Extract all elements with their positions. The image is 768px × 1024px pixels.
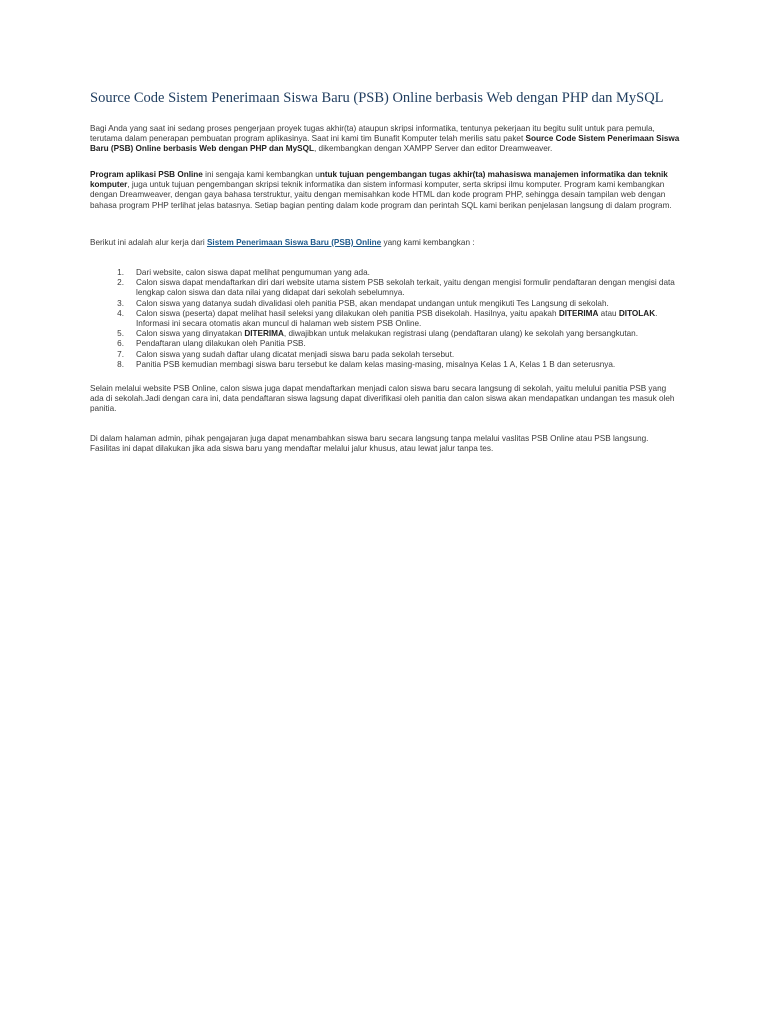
psb-online-link[interactable]: Sistem Penerimaan Siswa Baru (PSB) Online bbox=[206, 238, 382, 247]
step-number: 5. bbox=[117, 329, 124, 339]
workflow-intro-text-2: yang kami kembangkan : bbox=[381, 238, 475, 247]
step-text: Dari website, calon siswa dapat melihat pengumuman yang ada. bbox=[136, 268, 370, 277]
list-item bbox=[110, 268, 690, 278]
list-item bbox=[110, 360, 690, 370]
intro-paragraph bbox=[90, 124, 680, 155]
program-bold-2: ntuk tujuan pengembangan tugas akhir(ta) mahasiswa manajemen informatika dan teknik komputer bbox=[90, 170, 668, 190]
step-text: Calon siswa yang dinyatakan bbox=[136, 329, 245, 339]
intro-text-2: , dikembangkan dengan XAMPP Server dan editor Dreamweaver. bbox=[314, 144, 553, 154]
step-number: 2. bbox=[117, 278, 124, 288]
offline-registration-paragraph: Selain melalui website PSB Online, calon siswa juga dapat mendaftarkan menjadi calon siswa baru secara langsung di sekolah, yaitu melului panitia PSB yang ada di sekolah.Jadi dengan cara ini, data pendaftaran siswa lagsung dapat diverifikasi oleh panitia dan calon siswa akan mendapatkan undangan tes masuk oleh panitia. bbox=[90, 384, 675, 414]
intro-bold-product: Source Code Sistem Penerimaan Siswa Baru (PSB) Online berbasis Web dengan PHP dan MySQL bbox=[90, 134, 680, 154]
step-bold-diterima: DITERIMA bbox=[244, 329, 284, 339]
step-text: Panitia PSB kemudian membagi siswa baru tersebut ke dalam kelas masing-masing, misalnya Kelas 1 A, Kelas 1 B dan seterusnya. bbox=[136, 359, 616, 369]
step-number: 7. bbox=[117, 349, 124, 359]
step-text: atau bbox=[598, 308, 619, 318]
step-text: Calon siswa dapat mendaftarkan diri dari website utama sistem PSB sekolah terkait, yaitu dengan mengisi formulir pendaftaran dengan mengisi data lengkap calon siswa dan data nilai yang didapat dari sekolah sebelumnya. bbox=[136, 278, 675, 298]
step-number: 6. bbox=[117, 339, 124, 349]
step-text: . Informasi ini secara otomatis akan muncul di halaman web sistem PSB Online. bbox=[136, 308, 658, 329]
document-title: Source Code Sistem Penerimaan Siswa Baru (PSB) Online berbasis Web dengan PHP dan MySQL bbox=[90, 90, 664, 106]
step-text: Pendaftaran ulang dilakukan oleh Panitia PSB. bbox=[136, 339, 306, 349]
program-text-2: , juga untuk tujuan pengembangan skripsi teknik informatika dan sistem informasi komputer, serta skripsi ilmu komputer. Program kami kembangkan dengan Dreamweaver, dengan gaya bahasa terstruktur, yaitu dengan memisahkan kode HTML dan kode program PHP, sehingga desain tampilan web dengan bahasa program PHP terlihat jelas batasnya. Setiap bagian penting dalam kode program dan perintah SQL kami berikan penjelasan langsung di dalam program. bbox=[90, 180, 672, 210]
step-text: Calon siswa yang sudah daftar ulang dicatat menjadi siswa baru pada sekolah tersebut. bbox=[136, 349, 455, 359]
list-item bbox=[110, 309, 690, 329]
step-number: 8. bbox=[117, 359, 124, 369]
workflow-intro-paragraph bbox=[90, 238, 680, 248]
step-bold-ditolak: DITOLAK bbox=[618, 308, 656, 318]
step-text: , diwajibkan untuk melakukan registrasi ulang (pendaftaran ulang) ke sekolah yang bersangkutan. bbox=[283, 329, 639, 339]
list-item bbox=[110, 278, 690, 298]
program-paragraph bbox=[90, 170, 680, 211]
list-item bbox=[110, 329, 690, 339]
program-bold-1: Program aplikasi PSB Online bbox=[90, 170, 203, 179]
list-item bbox=[110, 339, 690, 349]
workflow-steps-list bbox=[110, 268, 690, 370]
step-text: Calon siswa (peserta) dapat melihat hasil seleksi yang dilakukan oleh panitia PSB disekolah. Hasilnya, yaitu apakah bbox=[136, 308, 559, 318]
list-item bbox=[110, 350, 690, 360]
admin-paragraph: Di dalam halaman admin, pihak pengajaran juga dapat menambahkan siswa baru secara langsung tanpa melalui vaslitas PSB Online atau PSB langsung. Fasilitas ini dapat dilakukan jika ada siswa baru yang mendaftar melalui jalur khusus, atau lewat jalur tanpa tes. bbox=[90, 434, 649, 454]
step-bold-diterima: DITERIMA bbox=[558, 308, 599, 318]
workflow-intro-text-1: Berikut ini adalah alur kerja dari bbox=[90, 238, 207, 247]
step-number: 4. bbox=[117, 308, 124, 318]
list-item bbox=[110, 299, 690, 309]
step-number: 1. bbox=[117, 268, 124, 277]
program-text-1: ini sengaja kami kembangkan u bbox=[202, 170, 320, 179]
step-number: 3. bbox=[117, 298, 124, 308]
intro-text-1: Bagi Anda yang saat ini sedang proses pengerjaan proyek tugas akhir(ta) ataupun skripsi informatika, tentunya pekerjaan itu begitu sulit untuk para pemula, terutama dalam penerapan pembuatan program aplikasinya. Saat ini kami tim Bunafit Komputer telah merilis satu paket bbox=[90, 124, 655, 144]
step-text: Calon siswa yang datanya sudah divalidasi oleh panitia PSB, akan mendapat undangan untuk mengikuti Tes Langsung di sekolah. bbox=[136, 298, 609, 308]
